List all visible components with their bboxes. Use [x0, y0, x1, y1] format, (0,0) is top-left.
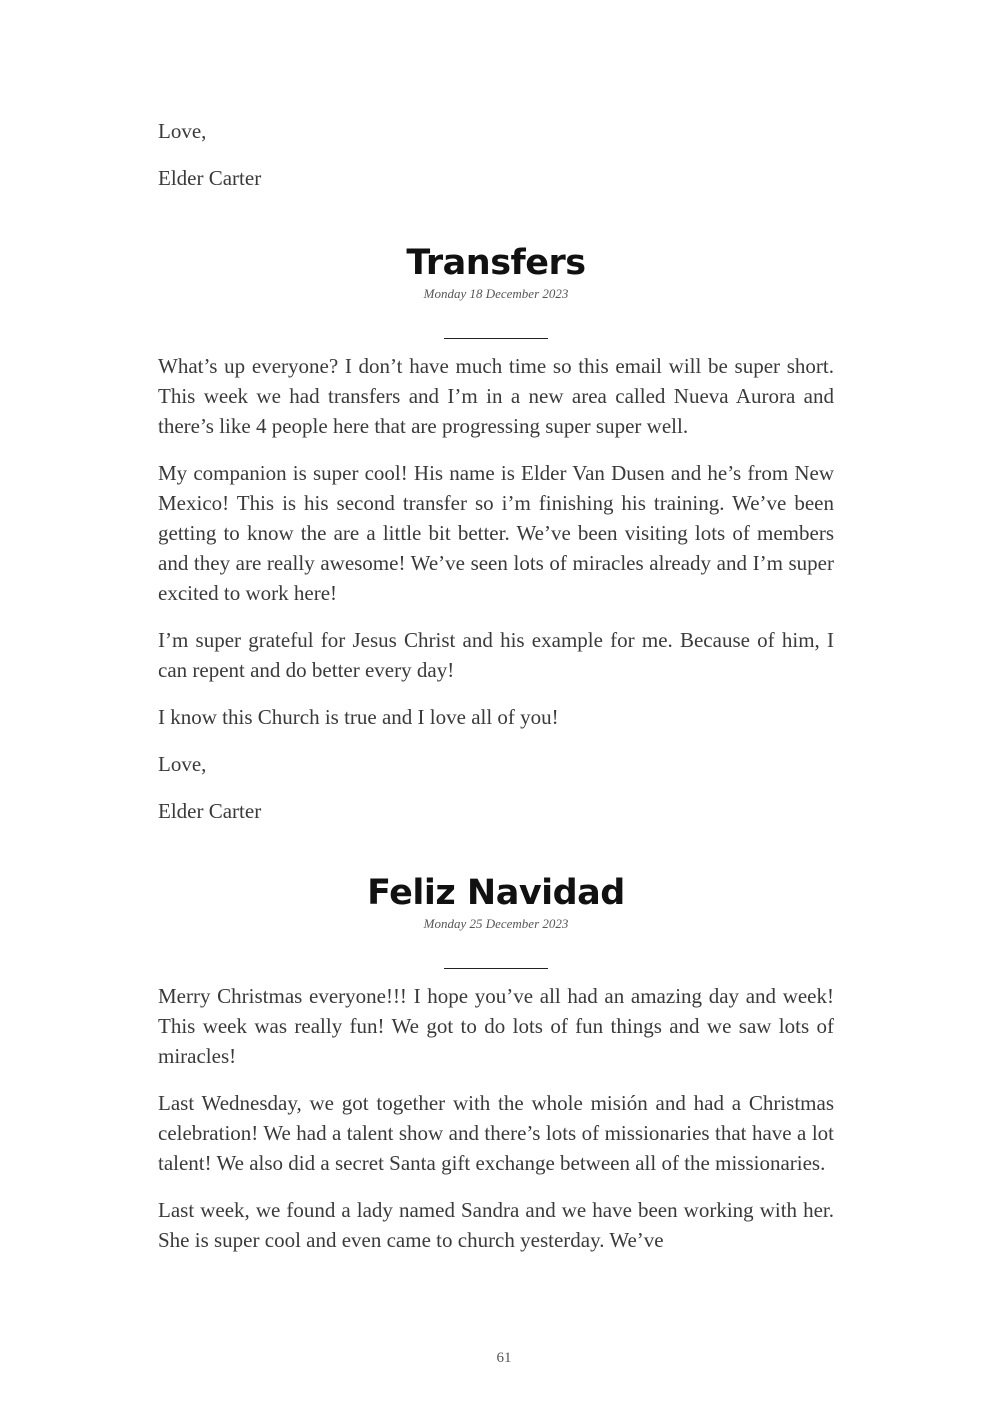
closing-line: Love,	[158, 752, 207, 776]
entry-title: Feliz Navidad	[367, 873, 625, 913]
paragraph: Merry Christmas everyone!!! I hope you’ve all had an amazing day and week! This week was really fun! We got to do lots of fun things and we saw lots of miracles!	[158, 984, 834, 1068]
entry-date: Monday 25 December 2023	[423, 916, 569, 931]
title-divider	[444, 968, 548, 969]
entry-date: Monday 18 December 2023	[423, 286, 569, 301]
paragraph: Last Wednesday, we got together with the whole misión and had a Christmas celebration! We had a talent show and there’s lots of missionaries that have a lot talent! We also did a secret Santa gift exchange between all of the missionaries.	[158, 1091, 834, 1175]
signature: Elder Carter	[158, 799, 262, 823]
paragraph: Last week, we found a lady named Sandra and we have been working with her. She is super cool and even came to church yesterday. We’ve	[158, 1198, 834, 1252]
title-divider	[444, 338, 548, 339]
paragraph: I’m super grateful for Jesus Christ and his example for me. Because of him, I can repent and do better every day!	[158, 628, 834, 682]
paragraph: What’s up everyone? I don’t have much time so this email will be super short. This week we had transfers and I’m in a new area called Nueva Aurora and there’s like 4 people here that are progressing super super well.	[158, 354, 834, 438]
signature: Elder Carter	[158, 166, 262, 190]
entry-header	[158, 873, 834, 969]
entry-title: Transfers	[406, 243, 586, 283]
paragraph: My companion is super cool! His name is Elder Van Dusen and he’s from New Mexico! This is his second transfer so i’m finishing his training. We’ve been getting to know the are a little bit better. We’ve been visiting lots of members and they are really awesome! We’ve seen lots of miracles already and I’m super excited to work here!	[158, 461, 834, 605]
page-content	[158, 116, 834, 1272]
closing-line: Love,	[158, 119, 207, 143]
entry-header	[158, 243, 834, 339]
paragraph: I know this Church is true and I love all of you!	[158, 705, 559, 729]
page-number: 61	[496, 1350, 512, 1366]
